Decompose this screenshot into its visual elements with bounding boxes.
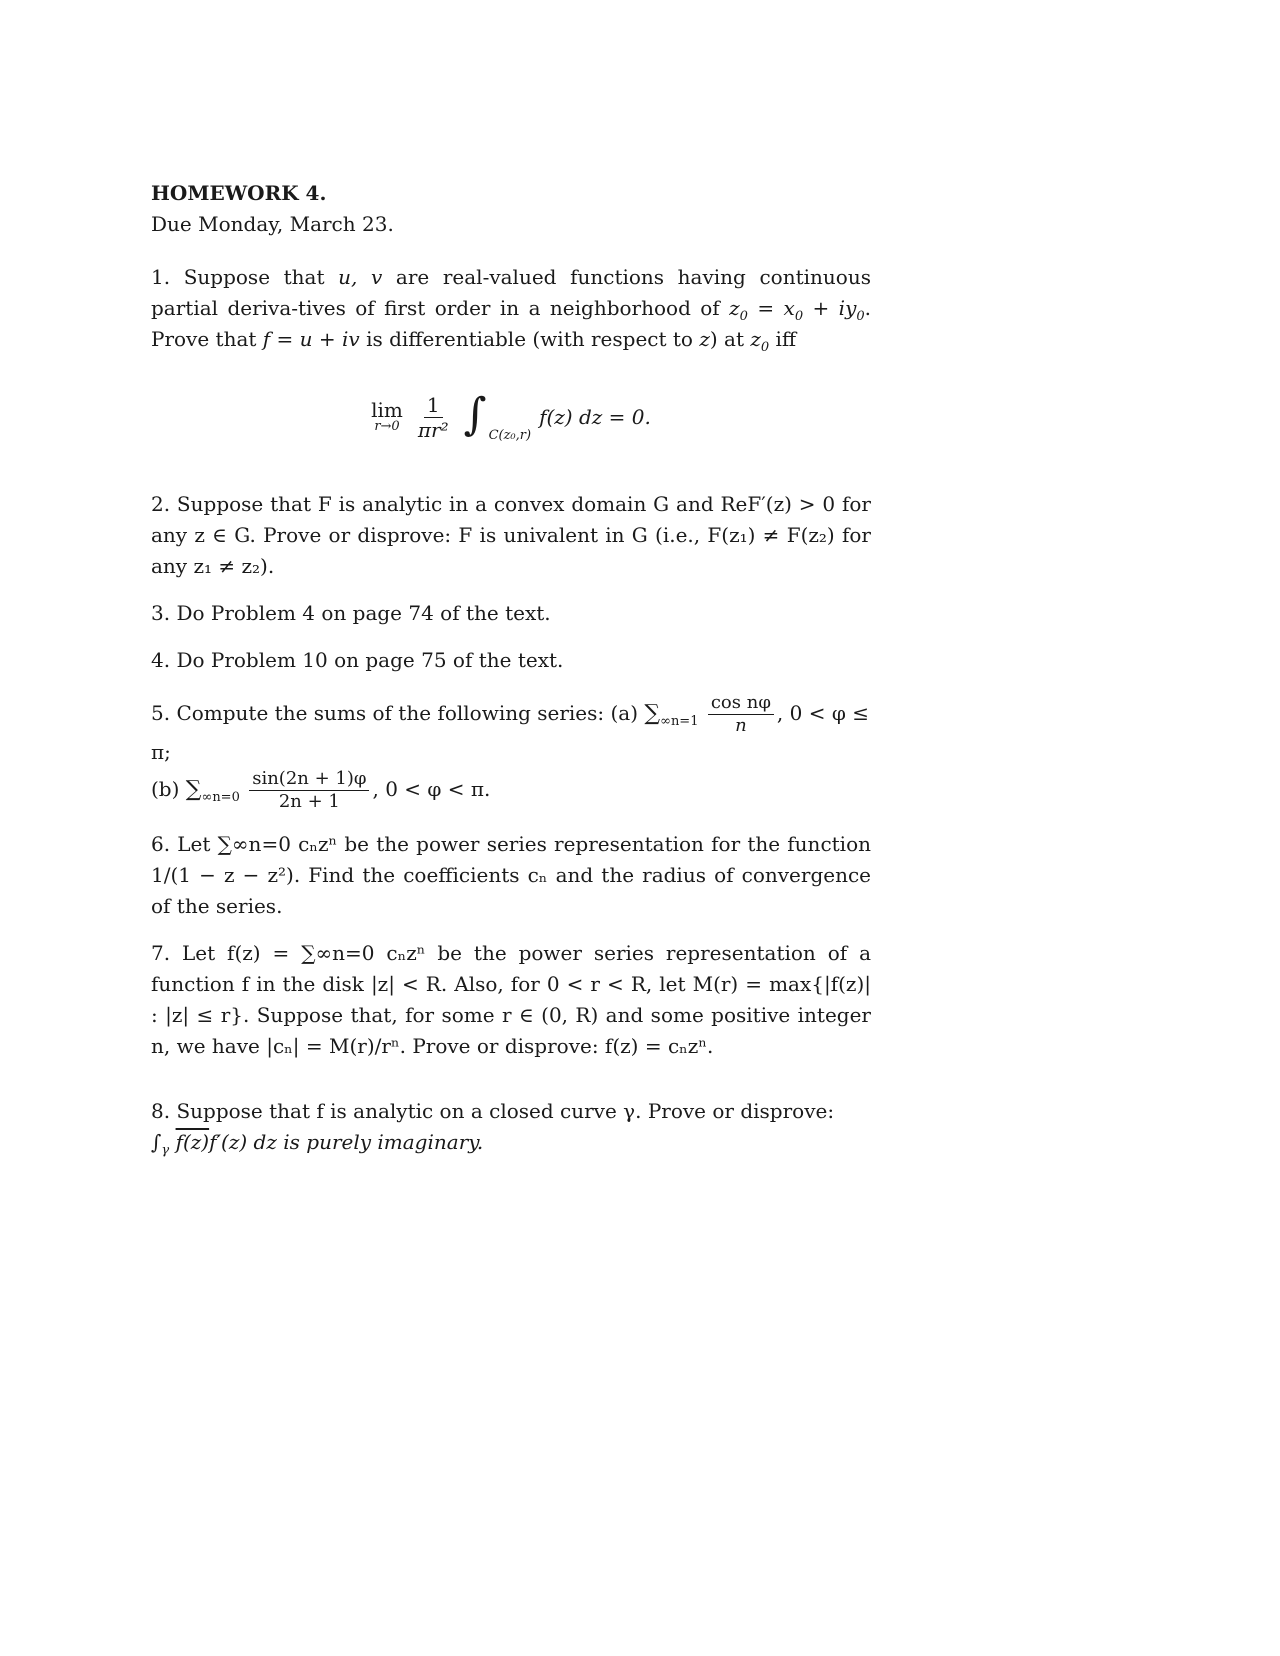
p1-text: . Prove that <box>151 296 872 351</box>
p1-display-equation <box>151 371 871 463</box>
p1-text: is differentiable (with respect to <box>359 327 700 351</box>
problem-4: 4. Do Problem 10 on page 75 of the text. <box>151 648 564 672</box>
due-date: Due Monday, March 23. <box>151 212 394 236</box>
p5b-fraction: $\frac{\sin(2n + 1)\varphi}{2n + 1}$ <box>249 768 369 813</box>
p1-f-def: f = u + iv <box>262 327 360 351</box>
homework-page <box>151 178 871 1174</box>
conjugate-f: f(z) <box>175 1130 210 1154</box>
p5b-lead: (b) <box>151 777 186 801</box>
problem-6: 6. Let ∑∞n=0 cₙzⁿ be the power series representation for the function 1/(1 − z − z²). Find the coefficients cₙ and the radius of convergence of the series. <box>151 832 871 918</box>
problem-2: 2. Suppose that F is analytic in a convex domain G and ReF′(z) > 0 for any z ∈ G. Prove or disprove: F is univalent in G (i.e., F(z₁) ≠ F(z₂) for any z₁ ≠ z₂). <box>151 492 871 578</box>
p1-uv: u, v <box>338 265 383 289</box>
integral-curve: γ <box>161 1143 170 1158</box>
integral-sign: ∫ <box>463 389 487 440</box>
p8-text: 8. Suppose that f is analytic on a closed curve γ. Prove or disprove: <box>151 1099 835 1123</box>
integrand: f(z) dz = 0. <box>539 404 651 429</box>
problem-8 <box>151 1096 871 1158</box>
integral-contour: C(z₀,r) <box>488 427 532 443</box>
p5a-fraction: $\frac{\text{cos nφ}}{n}$ <box>708 692 774 737</box>
p1-text: 1. Suppose that <box>151 265 339 289</box>
p1-z: z <box>699 327 710 351</box>
sum-sign: ∑ <box>644 701 661 726</box>
limit-fraction: $\frac{1}{\text{πr²}}$ <box>417 392 449 442</box>
limit-operator: lim r→0 <box>371 398 403 434</box>
integral-sign: ∫ <box>151 1130 162 1154</box>
p1-z0-def: $z_0 = x_0 + iy_0$ <box>729 296 865 324</box>
p1-text: ) at <box>709 327 751 351</box>
p1-text: iff <box>769 327 797 351</box>
sum-sign: ∑ <box>185 777 202 802</box>
p5a-condition: , 0 < φ ≤ π; <box>151 701 869 764</box>
sum-limits: ∞n=0 <box>201 790 240 805</box>
p5b-condition: , 0 < φ < π. <box>372 777 491 801</box>
homework-title: HOMEWORK 4. <box>151 181 327 205</box>
p8-tail: f′(z) dz is purely imaginary. <box>209 1130 484 1154</box>
p5-lead: 5. Compute the sums of the following series: (a) <box>151 701 645 725</box>
p1-z0: $z_0$ <box>750 327 770 355</box>
problem-7: 7. Let f(z) = ∑∞n=0 cₙzⁿ be the power series representation of a function f in the disk |z| < R. Also, for 0 < r < R, let M(r) = max{|f(z)| : |z| ≤ r}. Suppose that, for some r ∈ (0, R) and some positive integer n, we have |cₙ| = M(r)/rⁿ. Prove or disprove: f(z) = cₙzⁿ. <box>151 941 871 1058</box>
problem-3: 3. Do Problem 4 on page 74 of the text. <box>151 601 551 625</box>
problem-1 <box>151 262 871 355</box>
p1-text: are real-valued functions having continuous partial deriva-tives of first order in a neighborhood of <box>151 265 871 320</box>
problem-5 <box>151 692 871 813</box>
sum-limits: ∞n=1 <box>660 714 699 729</box>
